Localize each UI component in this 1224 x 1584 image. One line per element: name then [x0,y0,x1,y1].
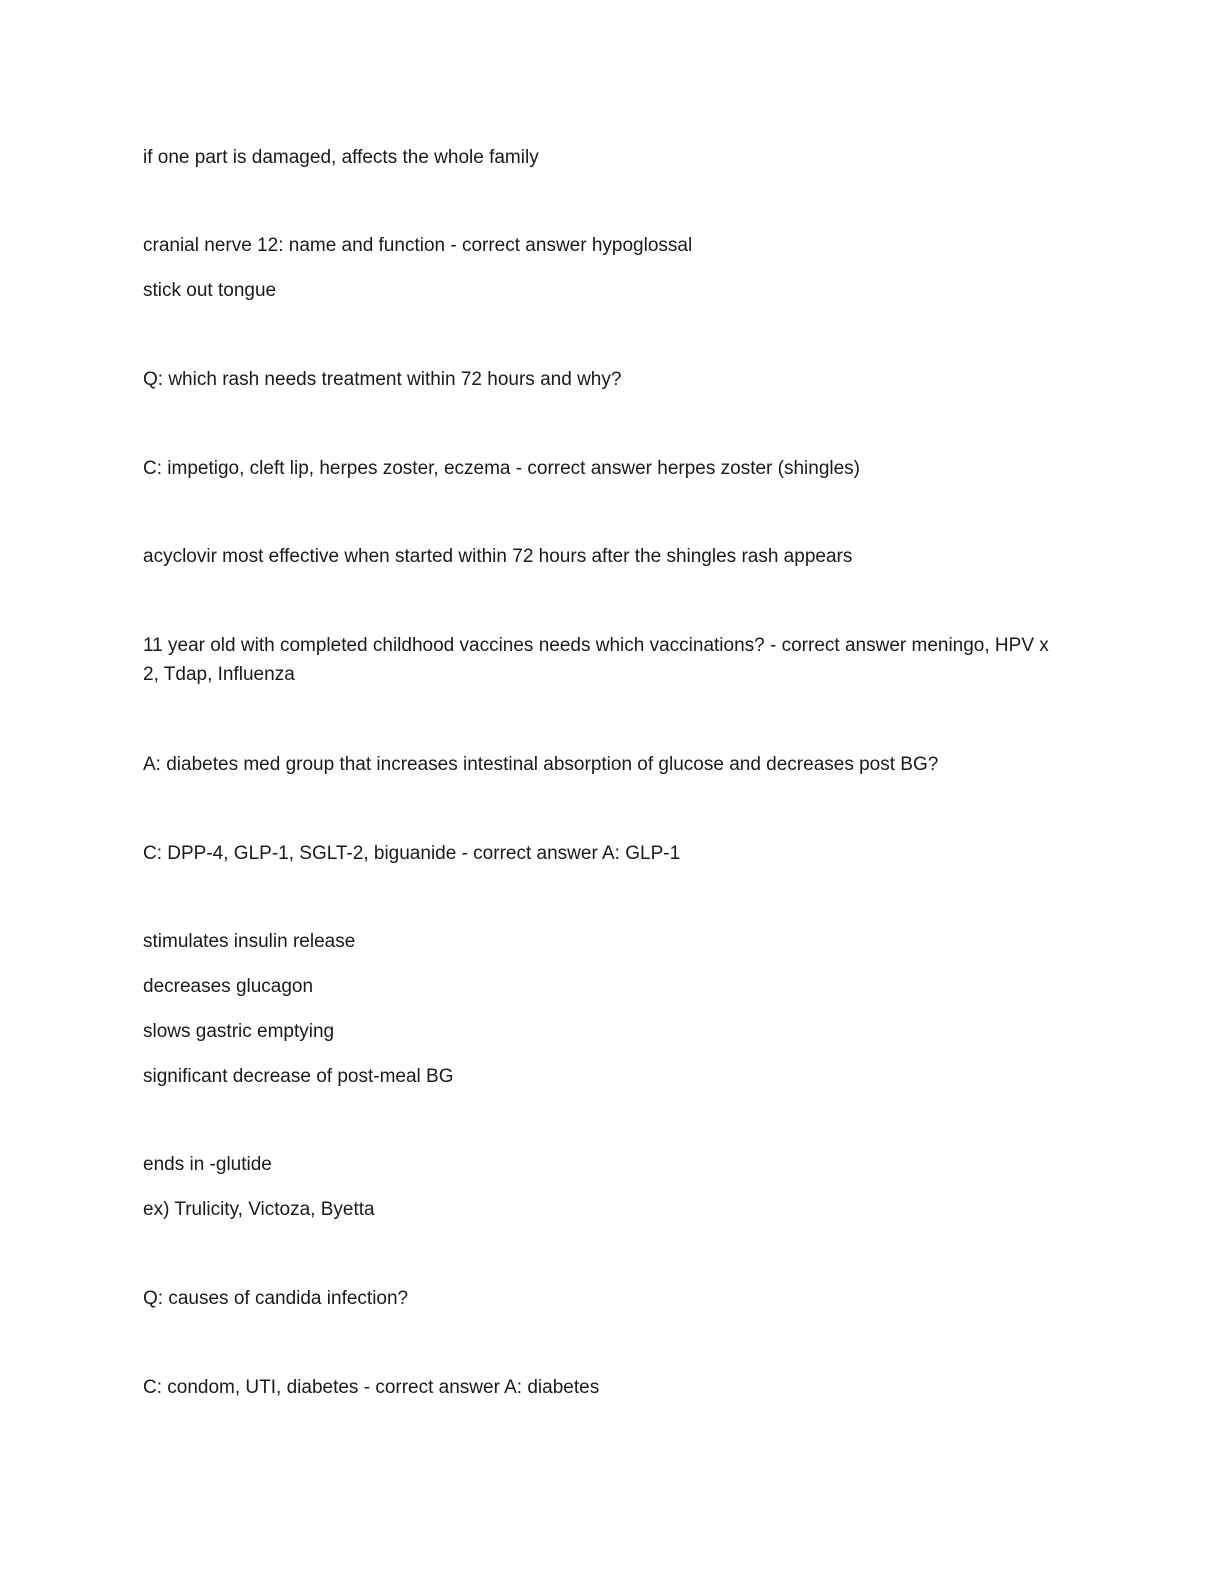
text-line: ends in -glutide [143,1154,272,1175]
text-line: acyclovir most effective when started within 72 hours after the shingles rash appears [143,546,853,567]
text-line: C: impetigo, cleft lip, herpes zoster, eczema - correct answer herpes zoster (shingles) [143,458,861,479]
text-line: stick out tongue [143,280,277,301]
text-line: decreases glucagon [143,976,314,997]
text-line: C: DPP-4, GLP-1, SGLT-2, biguanide - correct answer A: GLP-1 [143,843,681,864]
text-line: 11 year old with completed childhood vaccines needs which vaccinations? - correct answer meningo, HPV x 2, Tdap, Influenza [143,635,1049,685]
text-line: Q: causes of candida infection? [143,1288,409,1309]
text-line: stimulates insulin release [143,931,356,952]
text-line: significant decrease of post-meal BG [143,1066,454,1087]
text-line: slows gastric emptying [143,1021,335,1042]
text-line: A: diabetes med group that increases intestinal absorption of glucose and decreases post BG? [143,754,939,775]
text-line: if one part is damaged, affects the whole family [143,147,539,168]
text-line: C: condom, UTI, diabetes - correct answer A: diabetes [143,1377,600,1398]
text-line: Q: which rash needs treatment within 72 hours and why? [143,369,622,390]
text-line: cranial nerve 12: name and function - correct answer hypoglossal [143,235,693,256]
text-line: ex) Trulicity, Victoza, Byetta [143,1199,375,1220]
